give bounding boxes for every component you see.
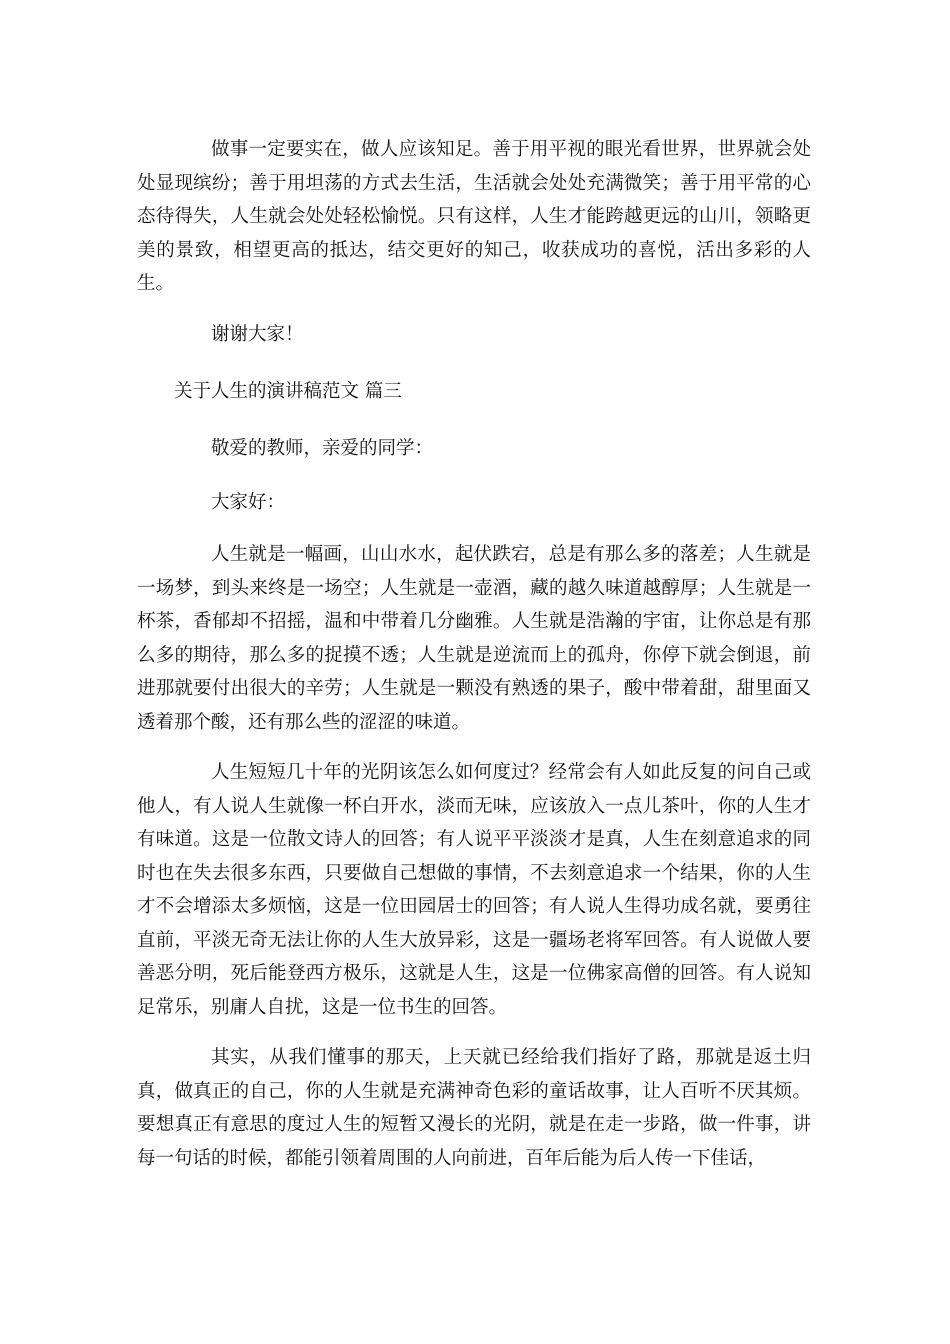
- greeting-line: 大家好：: [211, 492, 286, 513]
- paragraph-1: 做事一定要实在，做人应该知足。善于用平视的眼光看世界，世界就会处处显现缤纷；善于用坦荡的方式去生活，生活就会处处充满微笑；善于用平常的心态待得失，人生就会处处轻松愉悦。只有这样，人生才能跨越更远的山川，领略更美的景致，相望更高的抵达，结交更好的知己，收获成功的喜悦，活出多彩的人生。: [137, 139, 811, 294]
- thanks-line: 谢谢大家！: [211, 324, 304, 345]
- section-heading: 关于人生的演讲稿范文 篇三: [174, 381, 402, 402]
- paragraph-3: 人生短短几十年的光阴该怎么如何度过？经常会有人如此反复的问自己或他人，有人说人生就像一杯白开水，淡而无味，应该放入一点儿茶叶，你的人生才有味道。这是一位散文诗人的回答；有人说平平淡淡才是真，人生在刻意追求的同时也在失去很多东西，只要做自己想做的事情，不去刻意追求一个结果，你的人生才不会增添太多烦恼，这是一位田园居士的回答；有人说人生得功成名就，要勇往直前，平淡无奇无法让你的人生大放异彩，这是一疆场老将军回答。有人说做人要善恶分明，死后能登西方极乐，这就是人生，这是一位佛家高僧的回答。有人说知足常乐，别庸人自扰，这是一位书生的回答。: [137, 762, 811, 1018]
- salutation-line: 敬爱的教师，亲爱的同学：: [211, 438, 434, 459]
- paragraph-2: 人生就是一幅画，山山水水，起伏跌宕，总是有那么多的落差；人生就是一场梦，到头来终是一场空；人生就是一壶酒，藏的越久味道越醇厚；人生就是一杯茶，香郁却不招摇，温和中带着几分幽雅。人生就是浩瀚的宇宙，让你总是有那么多的期待，那么多的捉摸不透；人生就是逆流而上的孤舟，你停下就会倒退，前进那就要付出很大的辛劳；人生就是一颗没有熟透的果子，酸中带着甜，甜里面又透着那个酸，还有那么些的涩涩的味道。: [137, 544, 811, 733]
- paragraph-4: 其实，从我们懂事的那天，上天就已经给我们指好了路，那就是返土归真，做真正的自己，你的人生就是充满神奇色彩的童话故事，让人百听不厌其烦。要想真正有意思的度过人生的短暂又漫长的光阴，就是在走一步路，做一件事，讲每一句话的时候，都能引领着周围的人向前进，百年后能为后人传一下佳话，: [137, 1047, 811, 1169]
